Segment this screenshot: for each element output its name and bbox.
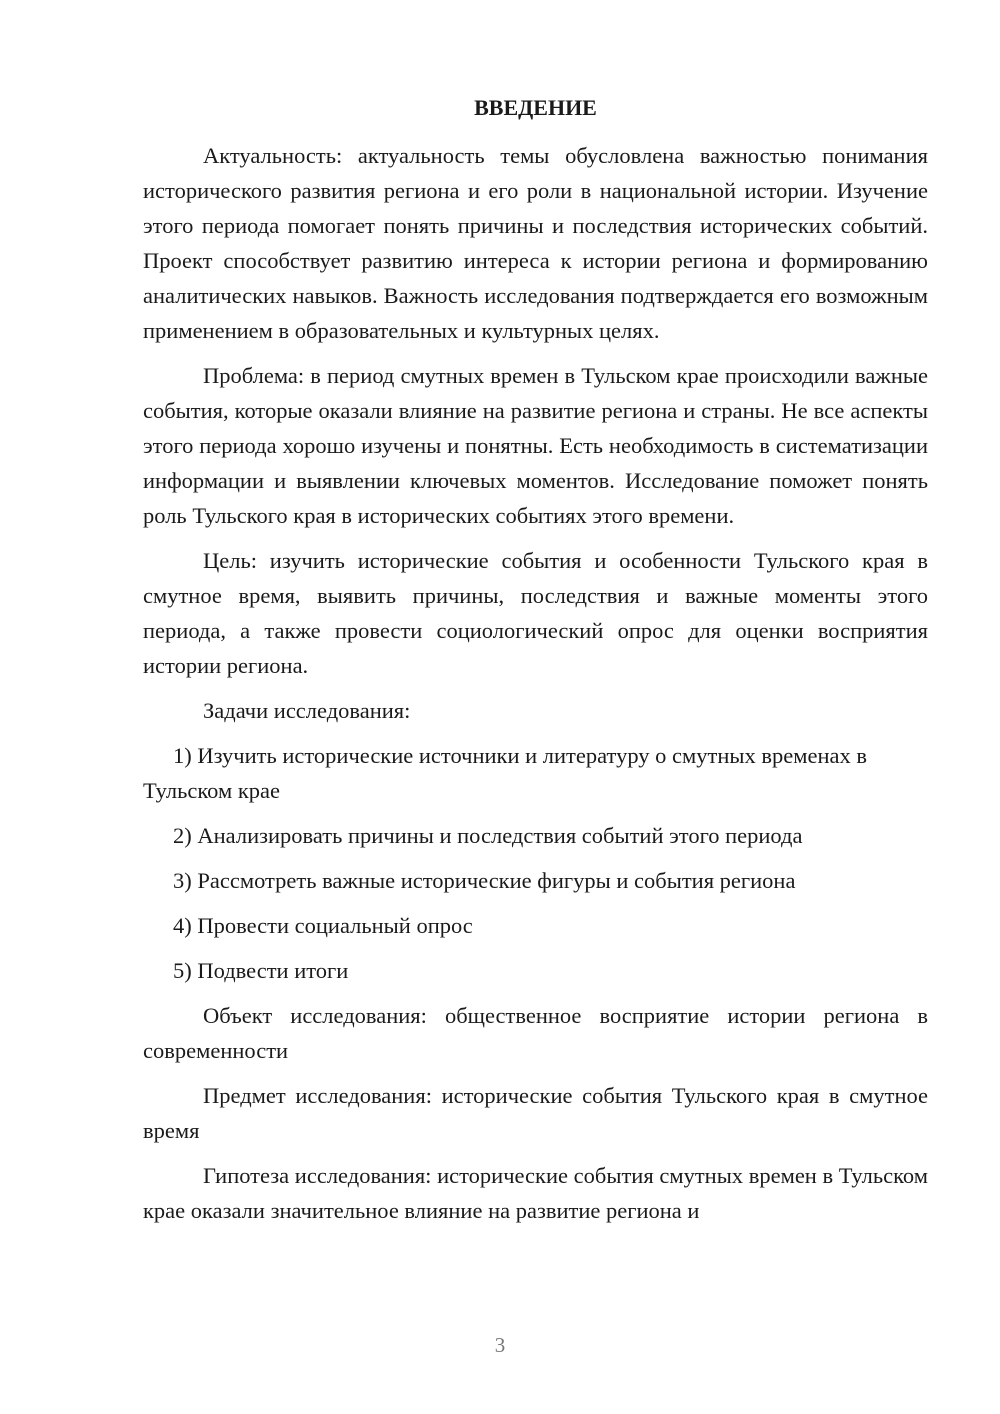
page-content xyxy=(143,88,928,1238)
list-item: 5) Подвести итоги xyxy=(173,958,349,983)
paragraph-subject: Предмет исследования: исторические события Тульского края в смутное время xyxy=(143,1083,928,1143)
list-item: 3) Рассмотреть важные исторические фигуры и события региона xyxy=(173,868,796,893)
paragraph-goal: Цель: изучить исторические события и особенности Тульского края в смутное время, выявить причины, последствия и важные моменты этого периода, а также провести социологический опрос для оценки восприятия истории региона. xyxy=(143,548,928,678)
paragraph-tasks-heading: Задачи исследования: xyxy=(203,698,411,723)
tasks-list xyxy=(143,738,928,988)
list-item: 2) Анализировать причины и последствия событий этого периода xyxy=(173,823,803,848)
list-item: 4) Провести социальный опрос xyxy=(173,913,473,938)
paragraph-relevance: Актуальность: актуальность темы обусловлена важностью понимания исторического развития региона и его роли в национальной истории. Изучение этого периода помогает понять причины и последствия исторических событий. Проект способствует развитию интереса к истории региона и формированию аналитических навыков. Важность исследования подтверждается его возможным применением в образовательных и культурных целях. xyxy=(143,143,928,343)
page-number: 3 xyxy=(494,1333,506,1357)
paragraph-hypothesis: Гипотеза исследования: исторические события смутных времен в Тульском крае оказали значительное влияние на развитие региона и xyxy=(143,1163,928,1223)
list-item: 1) Изучить исторические источники и литературу о смутных временах в Тульском крае xyxy=(143,743,867,803)
section-title: ВВЕДЕНИЕ xyxy=(474,95,597,120)
paragraph-problem: Проблема: в период смутных времен в Тульском крае происходили важные события, которые оказали влияние на развитие региона и страны. Не все аспекты этого периода хорошо изучены и понятны. Есть необходимость в систематизации информации и выявлении ключевых моментов. Исследование поможет понять роль Тульского края в исторических событиях этого времени. xyxy=(143,363,928,528)
paragraph-object: Объект исследования: общественное восприятие истории региона в современности xyxy=(143,1003,928,1063)
